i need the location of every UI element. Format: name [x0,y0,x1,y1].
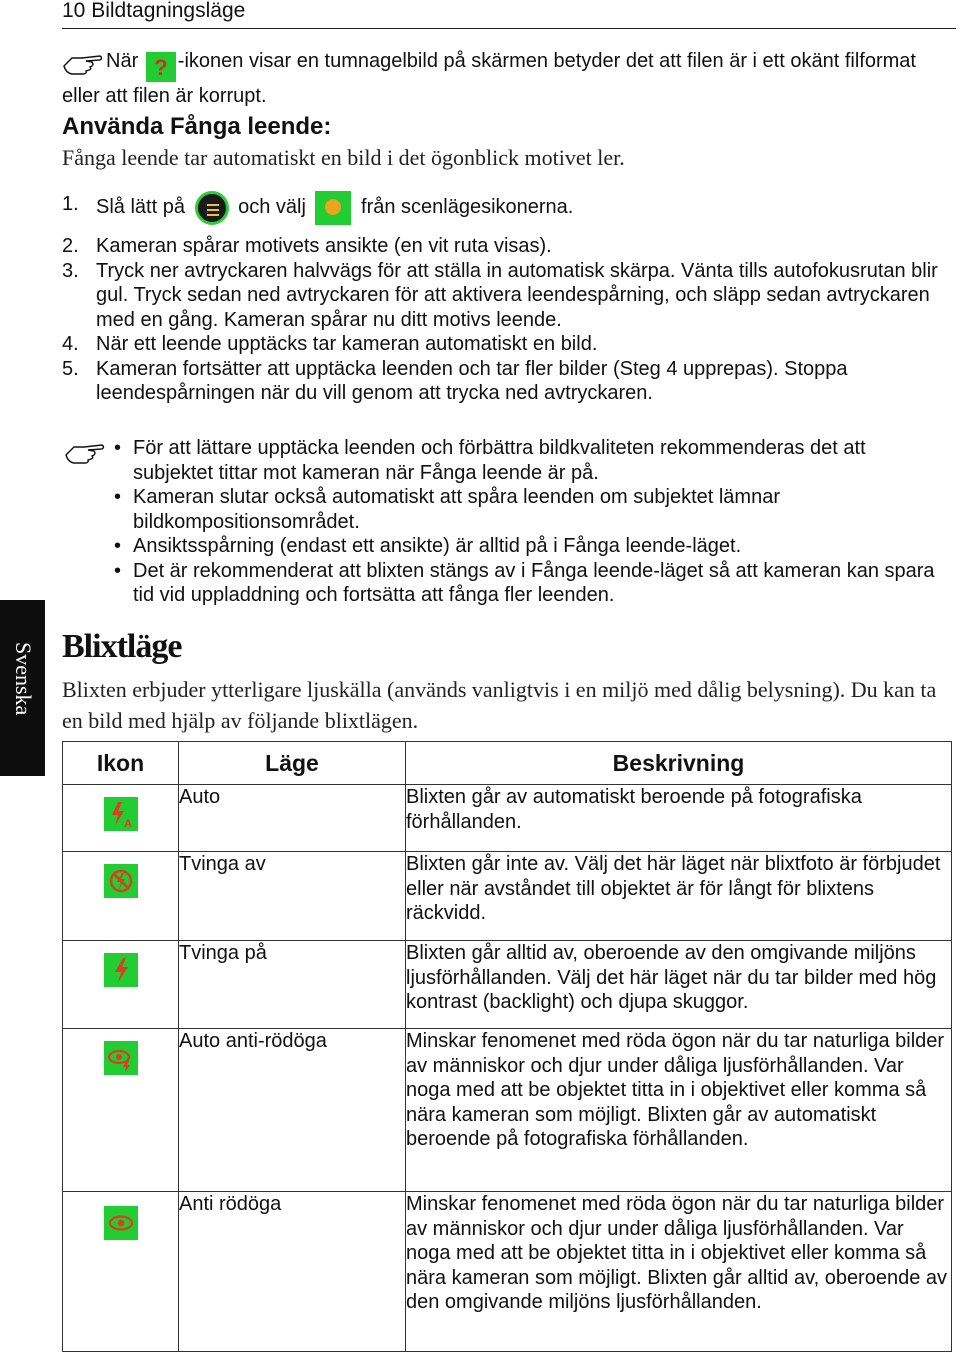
list-item: • Ansiktsspårning (endast ett ansikte) är alltid på i Fånga leende-läget. [112,534,942,559]
step-text: Slå lätt på [96,196,191,218]
intro-note-text-before: När [106,50,144,72]
language-side-tab-label: Svenska [11,642,36,716]
table-cell-icon [63,852,179,941]
table-cell-description: Blixten går av automatiskt beroende på fotografiska förhållanden. [406,785,952,852]
tips-list [112,436,942,608]
table-header-row [63,742,952,785]
table-cell-icon [63,1192,179,1352]
step-number: 3. [62,259,79,282]
table-cell-mode: Anti rödöga [179,1192,406,1352]
step-text: Tryck ner avtryckaren halvvägs för att ställa in automatisk skärpa. Vänta tills autofokusrutan blir gul. Tryck sedan ned avtryckaren för att aktivera leendespårning, och släpp sedan avtryckaren med en gång. Kameran spårar nu ditt motivs leende. [96,259,938,331]
question-thumbnail-icon: ? [146,52,176,82]
flash-auto-icon [104,797,138,831]
list-item: • Det är rekommenderat att blixten stängs av i Fånga leende-läget så att kameran kan spara tid vid uppladdning och fortsätta att fånga fler leenden. [112,559,942,608]
intro-note [62,47,942,111]
step-number: 1. [62,193,79,215]
step-number: 4. [62,333,79,355]
table-row [63,941,952,1029]
flash-modes-table [62,741,952,1352]
section-heading: Använda Fånga leende: [62,113,332,140]
smile-capture-icon [315,191,351,225]
table-row [63,1029,952,1192]
red-eye-icon [104,1206,138,1240]
flash-heading: Blixtläge [62,628,182,665]
column-header-icon: Ikon [63,742,179,785]
svg-text:A: A [123,818,132,830]
page-header-title: 10 Bildtagningsläge [62,0,246,22]
list-item [62,332,957,357]
menu-button-icon [195,191,229,225]
column-header-description: Beskrivning [406,742,952,785]
flash-auto-red-eye-icon [104,1041,138,1075]
table-cell-description: Minskar fenomenet med röda ögon när du tar naturliga bilder av människor och djur under dåliga ljusförhållanden. Var noga med att be objektet titta in i objektivet eller komma så nära kameran som möjligt. Blixten går av automatiskt beroende på fotografiska förhållanden. [406,1029,952,1192]
table-cell-icon [63,941,179,1029]
table-cell-mode: Auto [179,785,406,852]
step-number: 5. [62,357,79,380]
table-row [63,1192,952,1352]
list-item [62,357,957,406]
flash-off-icon [104,864,138,898]
table-cell-mode: Tvinga av [179,852,406,941]
table-cell-icon [63,1029,179,1192]
list-item [62,259,957,333]
table-row [63,785,952,852]
table-cell-mode: Auto anti-rödöga [179,1029,406,1192]
table-cell-description: Minskar fenomenet med röda ögon när du tar naturliga bilder av människor och djur under dåliga ljusförhållanden. Var noga med att be objektet titta in i objektivet eller komma så nära kameran som möjligt. Blixten går alltid av, oberoende av den omgivande miljöns ljusförhållanden. [406,1192,952,1352]
flash-intro: Blixten erbjuder ytterligare ljuskälla (används vanligtvis i en miljö med dålig belysning). Du kan ta en bild med hjälp av följande blixtlägen. [62,677,937,733]
intro-note-text-after: -ikonen visar en tumnagelbild på skärmen betyder det att filen är i ett okänt filformat eller att filen är korrupt. [62,50,916,107]
step-text: När ett leende upptäcks tar kameran automatiskt en bild. [96,333,598,355]
table-cell-description: Blixten går inte av. Välj det här läget när blixtfoto är förbjudet eller när avståndet till objektet är för långt för blixtens räckvidd. [406,852,952,941]
language-side-tab [0,600,45,776]
table-cell-description: Blixten går alltid av, oberoende av den omgivande miljöns ljusförhållanden. Välj det här läget när du tar bilder med hög kontrast (backlight) och djupa skuggor. [406,941,952,1029]
list-item: • För att lättare upptäcka leenden och förbättra bildkvaliteten rekommenderas det att subjektet tittar mot kameran när Fånga leende är på. [112,436,942,485]
table-cell-mode: Tvinga på [179,941,406,1029]
step-text: Kameran spårar motivets ansikte (en vit ruta visas). [96,235,552,257]
step-text: från scenlägesikonerna. [355,196,574,218]
note-hand-icon [64,441,106,465]
column-header-mode: Läge [179,742,406,785]
flash-on-icon [104,953,138,987]
steps-list [62,191,957,406]
table-row [63,852,952,941]
page-header [62,0,956,29]
list-item: • Kameran slutar också automatiskt att spåra leenden om subjektet lämnar bildkompositionsområdet. [112,485,942,534]
section-intro: Fånga leende tar automatiskt en bild i det ögonblick motivet ler. [62,145,625,170]
list-item [62,234,957,259]
table-cell-icon [63,785,179,852]
step-text: och välj [232,196,312,218]
list-item [62,191,957,225]
step-text: Kameran fortsätter att upptäcka leenden och tar fler bilder (Steg 4 upprepas). Stoppa leendespårningen när du vill genom att trycka ned avtryckaren. [96,357,848,404]
step-number: 2. [62,235,79,257]
